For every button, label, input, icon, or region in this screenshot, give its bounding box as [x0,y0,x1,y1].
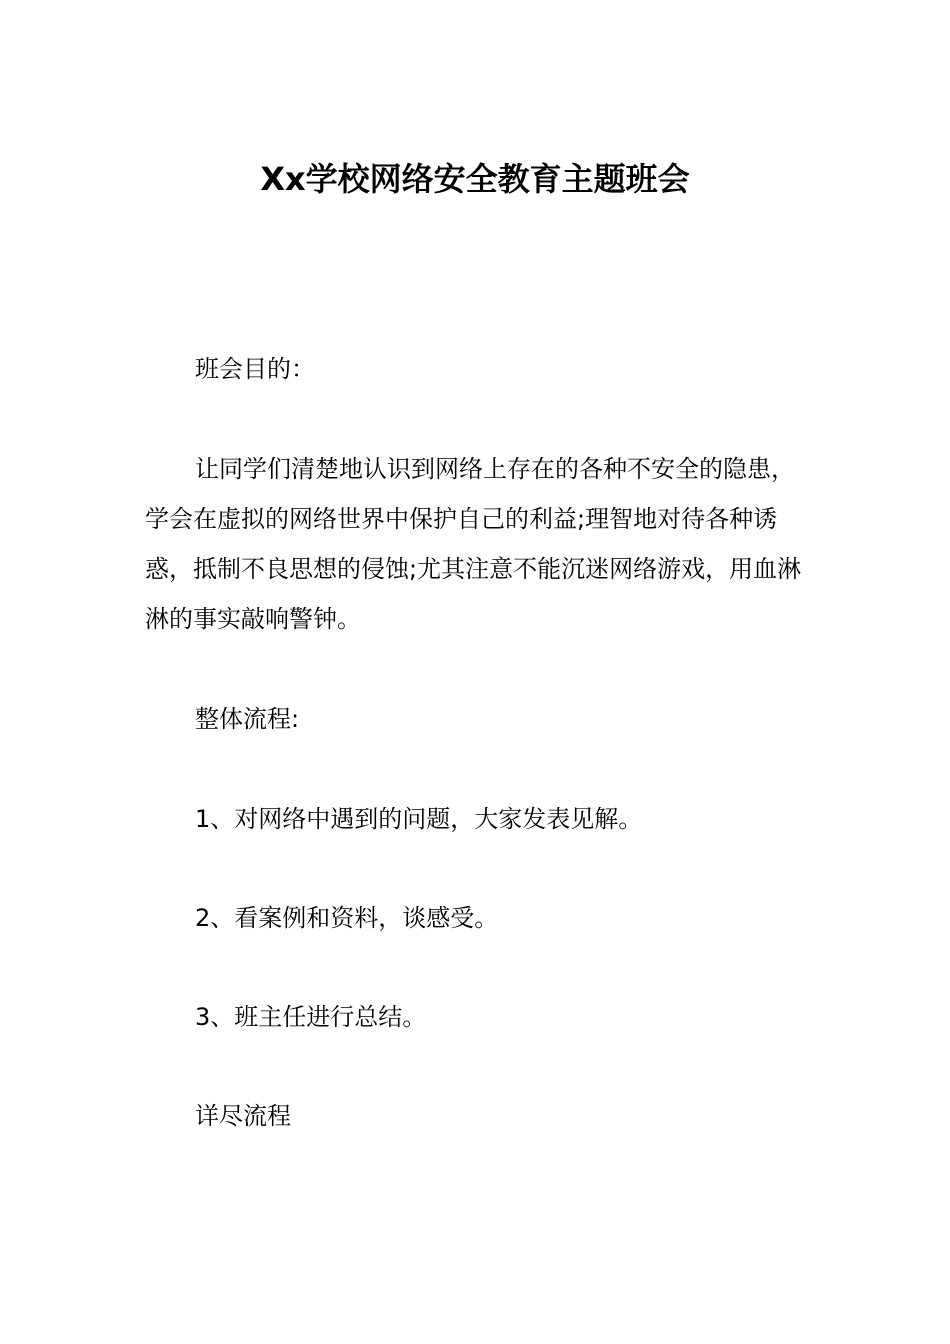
process-step-3: 3、班主任进行总结。 [195,1003,427,1031]
document-title: Xx学校网络安全教育主题班会 [260,160,690,198]
process-step-1: 1、对网络中遇到的问题，大家发表见解。 [195,805,643,833]
detailed-process-heading: 详尽流程 [195,1102,291,1130]
purpose-paragraph: 让同学们清楚地认识到网络上存在的各种不安全的隐患，学会在虚拟的网络世界中保护自己的利益;理智地对待各种诱惑，抵制不良思想的侵蚀;尤其注意不能沉迷网络游戏，用血淋淋的事实敲响警钟。 [145,455,802,633]
process-step-2: 2、看案例和资料，谈感受。 [195,904,499,932]
purpose-heading: 班会目的： [195,355,315,383]
overall-process-heading: 整体流程: [195,705,300,733]
